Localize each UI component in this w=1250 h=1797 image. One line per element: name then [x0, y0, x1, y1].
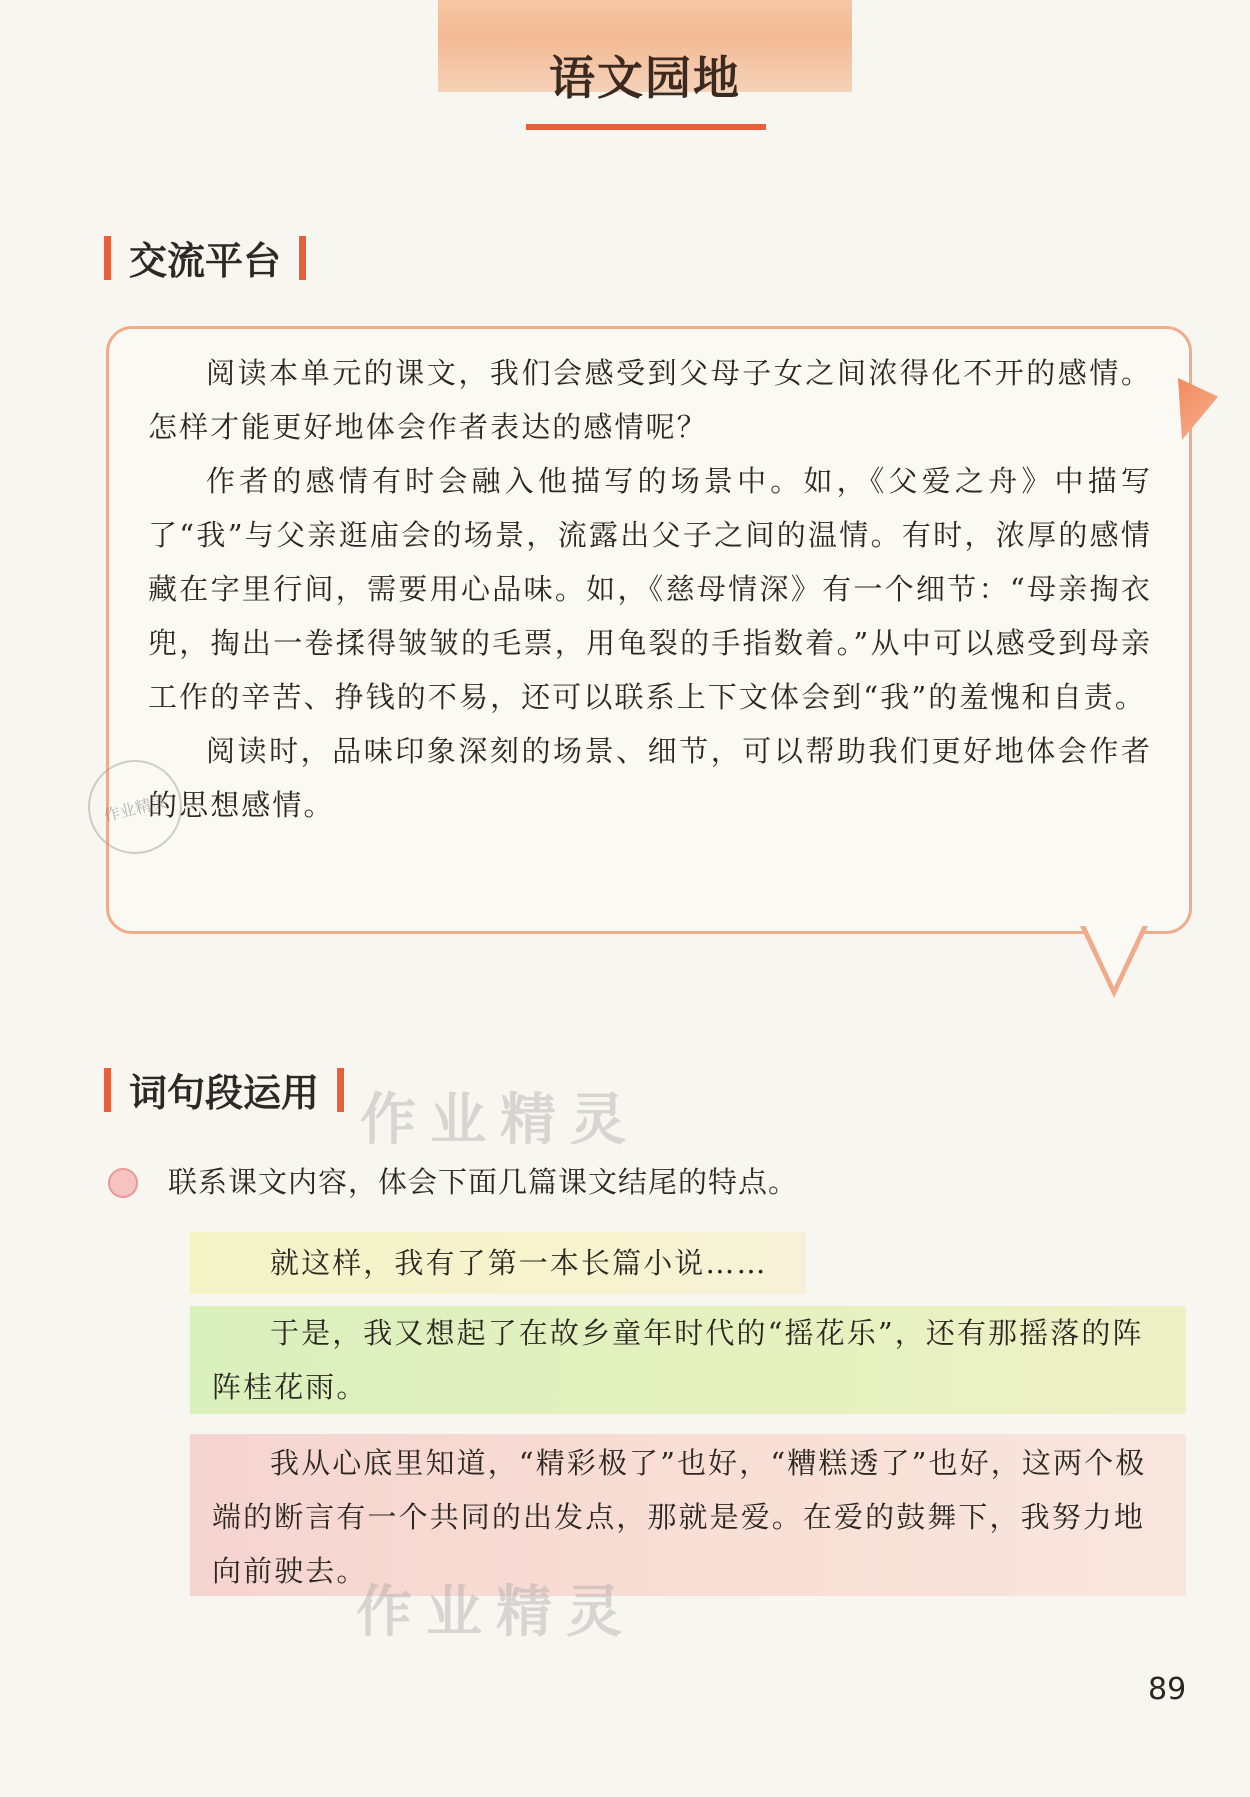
heading-bar-left [104, 236, 111, 280]
page-title-underline [526, 124, 766, 130]
exchange-paragraph: 阅读本单元的课文，我们会感受到父母子女之间浓得化不开的感情。怎样才能更好地体会作者表达的感情呢？ [148, 356, 1152, 444]
bubble-corner-decoration [1178, 378, 1218, 440]
page-number: 89 [1148, 1672, 1187, 1707]
exchange-paragraph: 阅读时，品味印象深刻的场景、细节，可以帮助我们更好地体会作者的思想感情。 [148, 734, 1152, 822]
section-heading-usage [104, 1062, 344, 1117]
heading-bar-right [299, 236, 306, 280]
quote-box [190, 1306, 1186, 1414]
section-heading-exchange [104, 230, 306, 285]
quote-text: 我从心底里知道，“精彩极了”也好，“糟糕透了”也好，这两个极端的断言有一个共同的出发点，那就是爱。在爱的鼓舞下，我努力地向前驶去。 [212, 1446, 1147, 1588]
watermark-text: 作业精灵 [356, 1580, 636, 1645]
bullet-icon [108, 1168, 138, 1198]
exchange-text [148, 346, 1152, 832]
watermark-stamp: 作业精灵 [78, 750, 192, 864]
page-title: 语文园地 [549, 51, 741, 105]
exchange-paragraph: 作者的感情有时会融入他描写的场景中。如，《父爱之舟》中描写了“我”与父亲逛庙会的场景，流露出父子之间的温情。有时，浓厚的感情藏在字里行间，需要用心品味。如，《慈母情深》有一个细节：“母亲掏衣兜，掏出一卷揉得皱皱的毛票，用龟裂的手指数着。”从中可以感受到母亲工作的辛苦、挣钱的不易，还可以联系上下文体会到“我”的羞愧和自责。 [148, 464, 1152, 714]
speech-bubble-tail-inner [1085, 925, 1143, 987]
quote-box [190, 1232, 806, 1294]
quote-text: 于是，我又想起了在故乡童年时代的“摇花乐”，还有那摇落的阵阵桂花雨。 [212, 1316, 1144, 1404]
quote-text: 就这样，我有了第一本长篇小说…… [270, 1246, 768, 1280]
heading-bar-right [337, 1068, 344, 1112]
exercise-instruction: 联系课文内容，体会下面几篇课文结尾的特点。 [168, 1165, 799, 1199]
heading-bar-left [104, 1068, 111, 1112]
section-heading-exchange-label: 交流平台 [129, 239, 282, 283]
section-heading-usage-label: 词句段运用 [129, 1071, 320, 1115]
quote-box [190, 1434, 1186, 1596]
watermark-text: 作业精灵 [360, 1088, 640, 1153]
